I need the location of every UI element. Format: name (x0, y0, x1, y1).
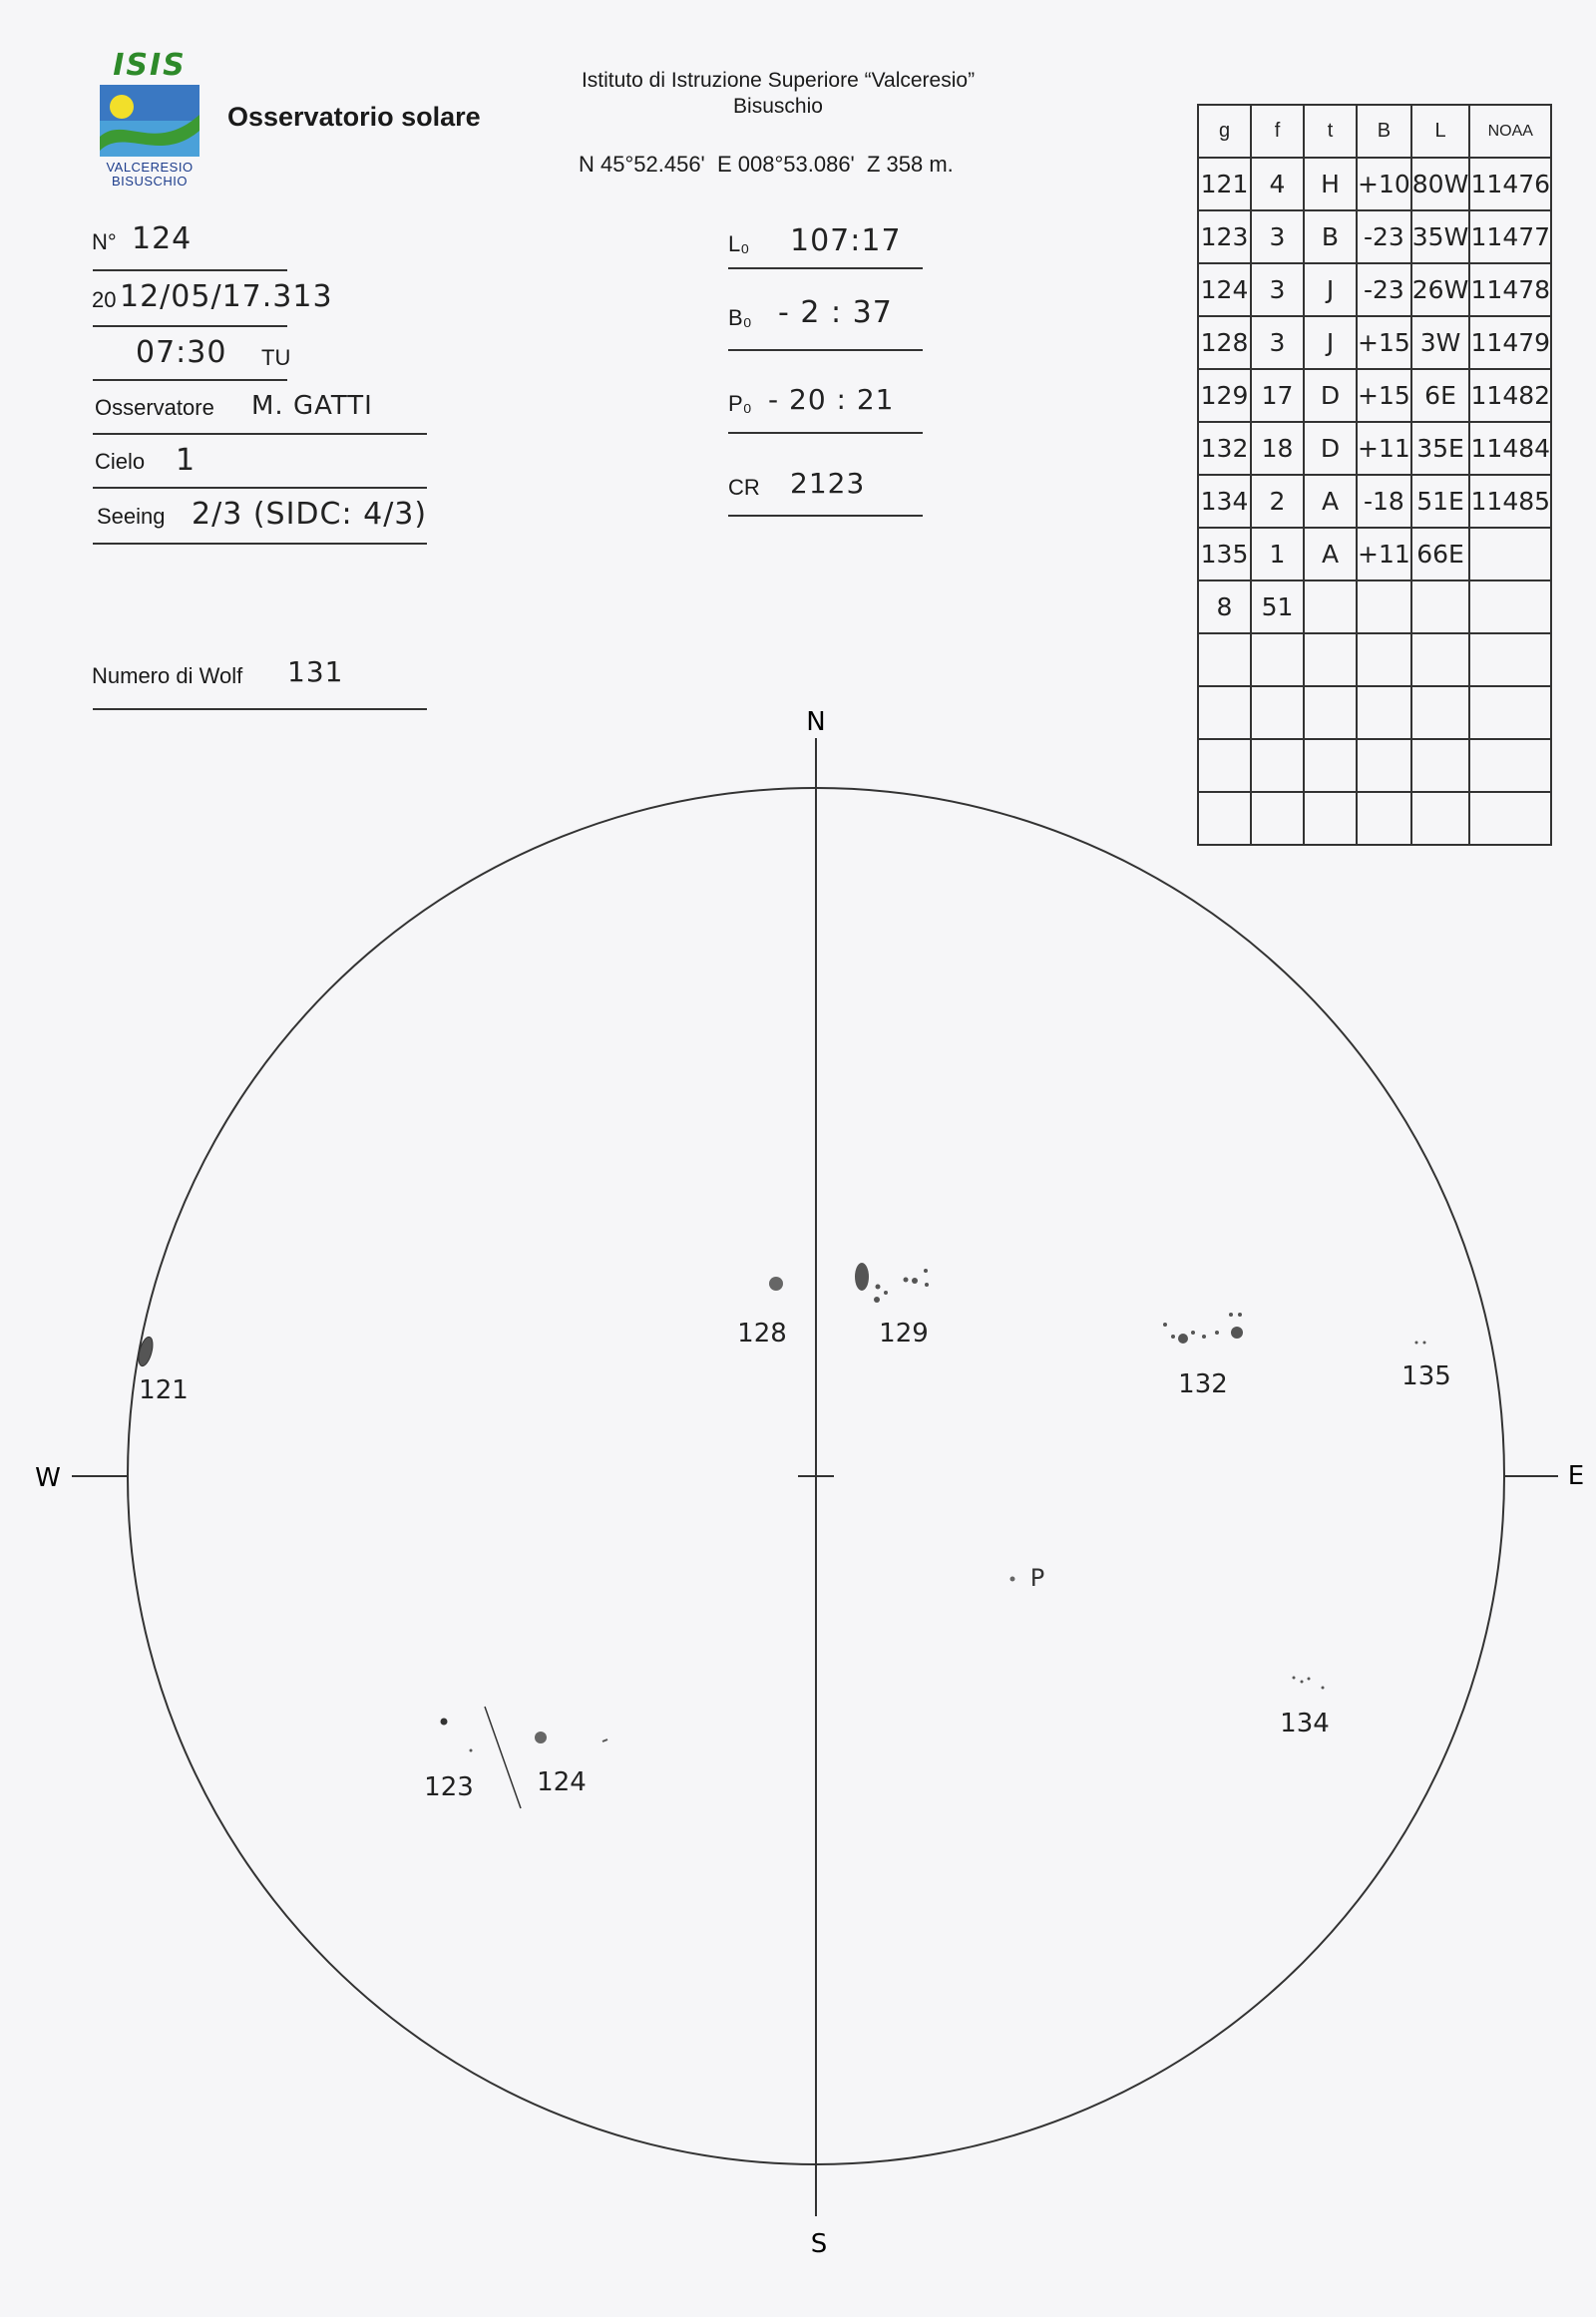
cell-b: +15 (1357, 369, 1411, 422)
sunspot-128 (769, 1277, 783, 1291)
sunspot-129-b (904, 1278, 909, 1283)
cell-l: 51E (1411, 475, 1470, 528)
compass-west: W (35, 1463, 61, 1493)
compass-north: N (806, 707, 826, 737)
sunspot-123-a (441, 1719, 448, 1726)
cell-l: 80W (1411, 158, 1470, 210)
l0-label: L₀ (728, 231, 750, 256)
p-marker-label: P (1029, 1564, 1045, 1592)
header-noaa: NOAA (1469, 105, 1551, 158)
cell-f: 18 (1251, 422, 1304, 475)
cell-noaa: 11477 (1469, 210, 1551, 263)
sunspot-135-b (1423, 1342, 1426, 1345)
number-label: N° (92, 229, 117, 254)
cell-l: 6E (1411, 369, 1470, 422)
cell-f: 3 (1251, 263, 1304, 316)
b0-value: - 2 : 37 (778, 295, 893, 330)
cell-b: +11 (1357, 528, 1411, 580)
institute-line2: Bisuschio (733, 95, 823, 118)
sunspot-132-g (1238, 1313, 1242, 1317)
sunspot-cluster-129 (855, 1263, 929, 1303)
logo-text: ISIS (113, 48, 187, 83)
cell-noaa: 11484 (1469, 422, 1551, 475)
sunspot-132-e (1215, 1331, 1219, 1335)
group-label-121: 121 (139, 1375, 189, 1405)
cell-f: 3 (1251, 316, 1304, 369)
cell-g: 128 (1198, 316, 1251, 369)
cell-t: A (1304, 528, 1357, 580)
sunspot-129-a (876, 1285, 881, 1290)
group-label-129: 129 (879, 1319, 929, 1349)
cell-f: 1 (1251, 528, 1304, 580)
cell-l: 3W (1411, 316, 1470, 369)
compass-east: E (1567, 1461, 1585, 1491)
cell-l: 26W (1411, 263, 1470, 316)
cell-t: J (1304, 263, 1357, 316)
cell-t: A (1304, 475, 1357, 528)
p0-value: - 20 : 21 (768, 383, 895, 416)
sunspot-129-g (884, 1291, 888, 1295)
sky-value: 1 (176, 443, 197, 478)
group-label-132: 132 (1178, 1369, 1228, 1399)
header-l: L (1411, 105, 1470, 158)
cell-t: J (1304, 316, 1357, 369)
sky-label: Cielo (95, 449, 146, 474)
cell-noaa: 11482 (1469, 369, 1551, 422)
observer-label: Osservatore (95, 395, 214, 420)
cell-g: 121 (1198, 158, 1251, 210)
wolf-number-label: Numero di Wolf (92, 663, 243, 688)
date-prefix: 20 (92, 287, 117, 312)
cell-g: 8 (1198, 580, 1251, 633)
cell-b: +11 (1357, 422, 1411, 475)
sunspot-129-e (925, 1283, 929, 1287)
page-title: Osservatorio solare (227, 102, 481, 132)
cell-t: B (1304, 210, 1357, 263)
l0-value: 107:17 (790, 223, 902, 258)
cell-noaa: 11478 (1469, 263, 1551, 316)
cr-value: 2123 (790, 467, 866, 500)
cell-g: 123 (1198, 210, 1251, 263)
cell-b: +15 (1357, 316, 1411, 369)
cell-l: 66E (1411, 528, 1470, 580)
sunspot-124-tail (602, 1739, 607, 1741)
compass-south: S (810, 2229, 828, 2259)
cell-g: 124 (1198, 263, 1251, 316)
observatory-coordinates: N 45°52.456' E 008°53.086' Z 358 m. (579, 152, 954, 177)
sunspot-134-d (1322, 1687, 1325, 1690)
logo-sub-line2: BISUSCHIO (111, 174, 188, 189)
number-value: 124 (132, 221, 193, 256)
cell-l: 35E (1411, 422, 1470, 475)
wolf-number-value: 131 (287, 655, 344, 688)
group-separator-123-124 (485, 1707, 521, 1808)
cell-f: 2 (1251, 475, 1304, 528)
cell-f: 17 (1251, 369, 1304, 422)
sunspot-135-a (1415, 1342, 1418, 1345)
time-value: 07:30 (136, 335, 227, 370)
group-label-123: 123 (424, 1772, 474, 1802)
sunspot-123-b (470, 1749, 473, 1752)
sunspot-124-main (535, 1732, 547, 1743)
sunspot-132-main-w (1178, 1334, 1188, 1344)
seeing-label: Seeing (97, 504, 166, 529)
cell-g: 134 (1198, 475, 1251, 528)
cell-b: -18 (1357, 475, 1411, 528)
sunspot-cluster-132 (1163, 1313, 1243, 1344)
p-marker-dot (1010, 1577, 1015, 1582)
sunspot-134-b (1301, 1681, 1304, 1684)
sunspot-129-f (874, 1297, 880, 1303)
group-label-135: 135 (1401, 1361, 1451, 1391)
sunspot-134-c (1308, 1678, 1311, 1681)
cell-t: D (1304, 422, 1357, 475)
header-f: f (1251, 105, 1304, 158)
sunspot-132-d (1202, 1335, 1206, 1339)
date-value: 12/05/17.313 (120, 279, 333, 314)
cell-g: 132 (1198, 422, 1251, 475)
group-label-124: 124 (537, 1767, 587, 1797)
cell-b: -23 (1357, 263, 1411, 316)
b0-label: B₀ (728, 305, 752, 330)
cell-f: 51 (1251, 580, 1304, 633)
sunspot-134-a (1293, 1677, 1296, 1680)
sunspot-132-a (1163, 1323, 1167, 1327)
cell-g: 129 (1198, 369, 1251, 422)
cell-f: 4 (1251, 158, 1304, 210)
sunspot-132-c (1191, 1331, 1195, 1335)
cell-l: 35W (1411, 210, 1470, 263)
sunspot-129-c (912, 1278, 918, 1284)
p0-label: P₀ (728, 391, 752, 416)
sunspot-129-main (855, 1263, 869, 1291)
seeing-value: 2/3 (SIDC: 4/3) (192, 497, 428, 532)
cell-g: 135 (1198, 528, 1251, 580)
group-label-134: 134 (1280, 1709, 1330, 1738)
sunspot-132-b (1171, 1335, 1175, 1339)
sunspot-132-main-e (1231, 1327, 1243, 1339)
logo-sub-line1: VALCERESIO (106, 160, 194, 175)
institute-line1: Istituto di Istruzione Superiore “Valceresio” (581, 69, 976, 92)
observer-value: M. GATTI (251, 391, 373, 421)
cell-t: D (1304, 369, 1357, 422)
cell-noaa: 11476 (1469, 158, 1551, 210)
sunspot-129-d (924, 1269, 928, 1273)
cell-noaa: 11479 (1469, 316, 1551, 369)
header-b: B (1357, 105, 1411, 158)
cell-noaa: 11485 (1469, 475, 1551, 528)
sunspot-132-f (1229, 1313, 1233, 1317)
cell-t: H (1304, 158, 1357, 210)
header-t: t (1304, 105, 1357, 158)
time-unit: TU (261, 345, 291, 370)
cell-b: -23 (1357, 210, 1411, 263)
cell-f: 3 (1251, 210, 1304, 263)
cr-label: CR (728, 475, 760, 500)
cell-b: +10 (1357, 158, 1411, 210)
header-g: g (1198, 105, 1251, 158)
group-label-128: 128 (737, 1319, 787, 1349)
